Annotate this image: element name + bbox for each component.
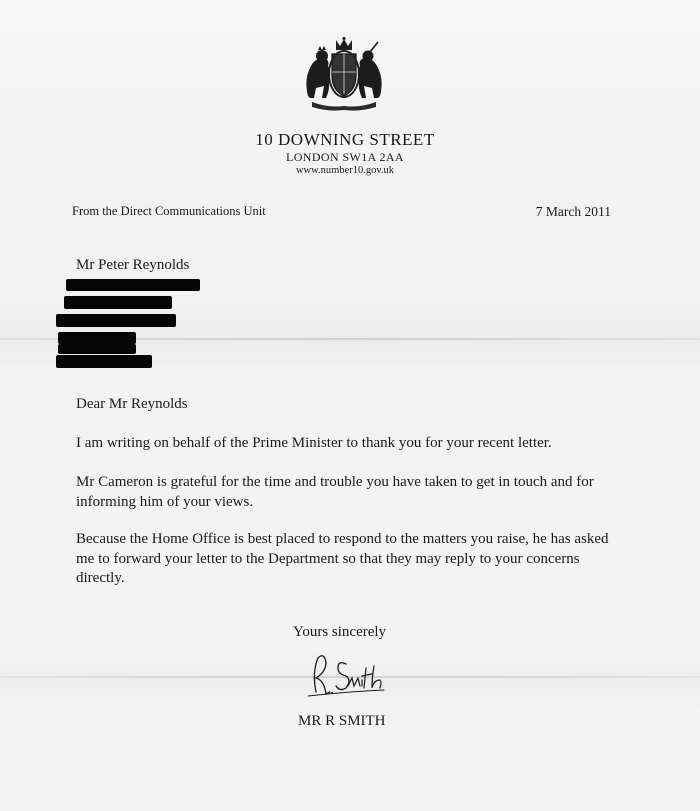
closing: Yours sincerely	[293, 624, 387, 640]
recipient-name: Mr Peter Reynolds	[76, 257, 190, 273]
letterhead-address-line-2: LONDON SW1A 2AA	[286, 150, 404, 164]
letter-date: 7 March 2011	[535, 204, 611, 219]
letterhead-address-line-1: 10 DOWNING STREET	[255, 130, 435, 149]
redacted-address-block	[64, 296, 172, 309]
redacted-address-block	[56, 314, 176, 327]
body-paragraph: Mr Cameron is grateful for the time and trouble you have taken to get in touch and for informing him of your views.	[76, 474, 594, 510]
redacted-address-block	[66, 279, 200, 291]
redacted-address-block	[56, 355, 152, 368]
sender-unit: From the Direct Communications Unit	[72, 204, 266, 218]
royal-coat-of-arms-icon	[298, 36, 390, 112]
redacted-address-block	[58, 344, 136, 354]
body-paragraph: I am writing on behalf of the Prime Minister to thank you for your recent letter.	[76, 435, 552, 451]
signatory-name: MR R SMITH	[298, 713, 386, 729]
handwritten-signature-icon	[302, 652, 388, 702]
body-paragraph: Because the Home Office is best placed to respond to the matters you raise, he has asked me to forward your letter to the Department so that they may reply to your concerns directly.	[76, 531, 609, 586]
letterhead-website: www.number10.gov.uk	[295, 165, 395, 176]
redacted-address-block	[58, 332, 136, 344]
salutation: Dear Mr Reynolds	[76, 396, 188, 412]
